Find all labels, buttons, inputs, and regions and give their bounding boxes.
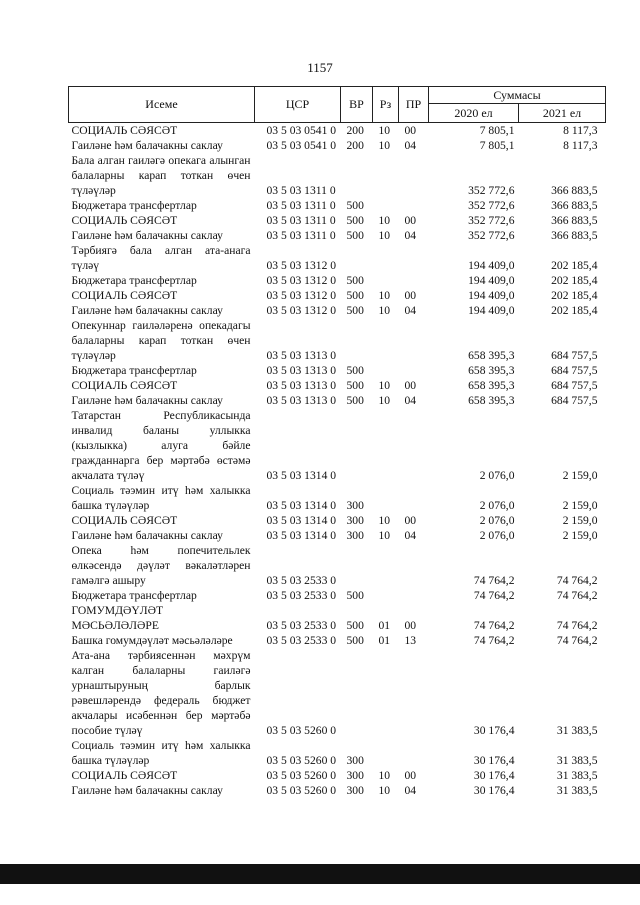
row-pr — [399, 243, 429, 273]
table-row — [69, 123, 606, 139]
row-rz — [373, 273, 399, 288]
row-rz: 10 — [378, 229, 391, 242]
row-pr — [399, 408, 429, 483]
row-vr: 300 — [346, 769, 364, 782]
row-vr — [341, 543, 373, 588]
row-amount-2021: 31 383,5 — [556, 754, 598, 767]
row-rz: 10 — [378, 304, 391, 317]
row-name: Гаиләне һәм балачакны саклау — [71, 139, 223, 152]
row-amount-2021: 366 883,5 — [551, 214, 598, 227]
row-name: Социаль тәэмин итү һәм халыкка башка түләүләр — [71, 739, 251, 767]
row-name: Опека һәм попечительлек өлкәсендә дәүләт вәкаләтләрен гамәлгә ашыру — [71, 544, 251, 587]
row-name: Бюджетара трансфертлар — [71, 199, 197, 212]
row-amount-2020: 7 805,1 — [479, 139, 515, 152]
header-year-2021: 2021 ел — [519, 104, 606, 123]
row-vr — [341, 243, 373, 273]
row-name: Гаиләне һәм балачакны саклау — [71, 529, 223, 542]
row-amount-2020: 7 805,1 — [479, 124, 515, 137]
page-number: 1157 — [307, 60, 333, 75]
table-row — [69, 153, 606, 198]
table-row — [69, 273, 606, 288]
row-amount-2020: 658 395,3 — [468, 394, 515, 407]
row-name: Гаиләне һәм балачакны саклау — [71, 229, 223, 242]
row-name: Башка гомумдәүләт мәсьәләләре — [71, 634, 233, 647]
row-pr: 04 — [404, 394, 417, 407]
table-row — [69, 303, 606, 318]
row-csr: 03 5 03 1314 0 — [266, 469, 337, 482]
scan-bottom-band — [0, 864, 640, 884]
row-pr: 04 — [404, 784, 417, 797]
row-name: СОЦИАЛЬ СӘЯСӘТ — [71, 124, 178, 137]
row-vr: 500 — [346, 364, 364, 377]
row-rz: 10 — [378, 514, 391, 527]
row-vr: 500 — [346, 304, 364, 317]
table-row — [69, 633, 606, 648]
row-vr: 500 — [346, 379, 364, 392]
row-name: Гаиләне һәм балачакны саклау — [71, 304, 223, 317]
row-csr: 03 5 03 1312 0 — [266, 274, 337, 287]
row-rz — [373, 363, 399, 378]
row-rz: 10 — [378, 379, 391, 392]
row-rz: 01 — [378, 634, 391, 647]
row-pr — [399, 738, 429, 768]
table-row — [69, 513, 606, 528]
table-row — [69, 768, 606, 783]
row-amount-2021: 684 757,5 — [551, 379, 598, 392]
header-vr: ВР — [341, 87, 373, 123]
row-name: Бюджетара трансфертлар — [71, 274, 197, 287]
row-csr: 03 5 03 5260 0 — [266, 784, 337, 797]
row-csr: 03 5 03 2533 0 — [266, 619, 337, 632]
row-vr: 500 — [346, 619, 364, 632]
row-rz: 10 — [378, 394, 391, 407]
row-csr: 03 5 03 1313 0 — [266, 364, 337, 377]
row-pr: 00 — [404, 514, 417, 527]
row-rz — [373, 588, 399, 603]
table-row — [69, 363, 606, 378]
row-amount-2020: 658 395,3 — [468, 364, 515, 377]
row-rz: 10 — [378, 124, 391, 137]
row-rz: 10 — [378, 214, 391, 227]
row-amount-2021: 366 883,5 — [551, 184, 598, 197]
table-row — [69, 603, 606, 633]
row-csr: 03 5 03 1314 0 — [266, 529, 337, 542]
row-name: Гаиләне һәм балачакны саклау — [71, 394, 223, 407]
row-pr — [399, 648, 429, 738]
table-row — [69, 318, 606, 363]
row-vr: 500 — [346, 589, 364, 602]
table-row — [69, 528, 606, 543]
header-pr: ПР — [399, 87, 429, 123]
table-row — [69, 393, 606, 408]
row-amount-2020: 2 076,0 — [479, 469, 515, 482]
row-amount-2021: 202 185,4 — [551, 274, 598, 287]
row-amount-2021: 74 764,2 — [556, 589, 598, 602]
row-csr: 03 5 03 1312 0 — [266, 259, 337, 272]
row-amount-2020: 74 764,2 — [473, 619, 515, 632]
row-amount-2021: 2 159,0 — [562, 529, 598, 542]
row-vr: 500 — [346, 394, 364, 407]
row-pr: 13 — [404, 634, 417, 647]
row-name: СОЦИАЛЬ СӘЯСӘТ — [71, 289, 178, 302]
row-amount-2021: 2 159,0 — [562, 499, 598, 512]
row-csr: 03 5 03 0541 0 — [266, 124, 337, 137]
row-pr — [399, 198, 429, 213]
row-pr: 00 — [404, 769, 417, 782]
row-rz: 10 — [378, 784, 391, 797]
row-vr: 200 — [346, 139, 364, 152]
row-pr — [399, 543, 429, 588]
row-name: СОЦИАЛЬ СӘЯСӘТ — [71, 379, 178, 392]
table-row — [69, 378, 606, 393]
row-csr: 03 5 03 1311 0 — [266, 199, 336, 212]
row-rz: 10 — [378, 289, 391, 302]
row-name: Социаль тәэмин итү һәм халыкка башка түләүләр — [71, 484, 251, 512]
row-rz — [373, 318, 399, 363]
row-rz — [373, 483, 399, 513]
row-amount-2020: 2 076,0 — [479, 499, 515, 512]
row-vr — [341, 648, 373, 738]
row-csr: 03 5 03 5260 0 — [266, 754, 337, 767]
row-amount-2021: 366 883,5 — [551, 199, 598, 212]
row-name: Опекуннар гаиләләренә опекадагы балаларны карап тоткан өчен түләүләр — [71, 319, 251, 362]
row-amount-2020: 352 772,6 — [468, 229, 515, 242]
row-vr: 200 — [346, 124, 364, 137]
row-pr — [399, 588, 429, 603]
row-name: СОЦИАЛЬ СӘЯСӘТ — [71, 769, 178, 782]
row-pr: 00 — [404, 379, 417, 392]
row-vr: 300 — [346, 754, 364, 767]
row-amount-2020: 352 772,6 — [468, 184, 515, 197]
row-csr: 03 5 03 1311 0 — [266, 214, 336, 227]
row-name: Гаиләне һәм балачакны саклау — [71, 784, 223, 797]
table-row — [69, 588, 606, 603]
row-amount-2020: 30 176,4 — [473, 769, 515, 782]
row-csr: 03 5 03 2533 0 — [266, 589, 337, 602]
row-name: Ата-ана тәрбиясеннән мәхрүм калган балаларны гаиләгә урнаштыруның барлык рәвешләрендә федераль бюджет акчалары исәбеннән бер мәртәбә пособие түләү — [71, 649, 251, 737]
row-amount-2020: 30 176,4 — [473, 724, 515, 737]
table-row — [69, 138, 606, 153]
row-name: СОЦИАЛЬ СӘЯСӘТ — [71, 514, 178, 527]
table-row — [69, 483, 606, 513]
row-csr: 03 5 03 1313 0 — [266, 379, 337, 392]
row-amount-2020: 2 076,0 — [479, 529, 515, 542]
row-name: СОЦИАЛЬ СӘЯСӘТ — [71, 214, 178, 227]
row-amount-2020: 30 176,4 — [473, 754, 515, 767]
row-vr: 500 — [346, 214, 364, 227]
row-amount-2021: 31 383,5 — [556, 724, 598, 737]
row-rz: 10 — [378, 529, 391, 542]
row-vr — [341, 153, 373, 198]
row-csr: 03 5 03 0541 0 — [266, 139, 337, 152]
row-amount-2021: 684 757,5 — [551, 394, 598, 407]
row-vr: 300 — [346, 784, 364, 797]
table-header — [69, 87, 606, 123]
row-amount-2021: 8 117,3 — [563, 139, 598, 152]
row-csr: 03 5 03 1313 0 — [266, 349, 337, 362]
row-vr: 300 — [346, 514, 364, 527]
row-rz — [373, 408, 399, 483]
row-pr — [399, 318, 429, 363]
row-amount-2020: 74 764,2 — [473, 574, 515, 587]
row-vr: 500 — [346, 229, 364, 242]
row-rz — [373, 153, 399, 198]
header-amounts: Суммасы — [429, 87, 606, 104]
row-amount-2021: 202 185,4 — [551, 304, 598, 317]
row-vr — [341, 408, 373, 483]
row-amount-2021: 202 185,4 — [551, 259, 598, 272]
row-amount-2020: 194 409,0 — [468, 259, 515, 272]
row-amount-2020: 658 395,3 — [468, 349, 515, 362]
table-row — [69, 738, 606, 768]
row-name: Бюджетара трансфертлар — [71, 589, 197, 602]
row-name: Бюджетара трансфертлар — [71, 364, 197, 377]
row-csr: 03 5 03 1311 0 — [266, 229, 336, 242]
row-amount-2020: 2 076,0 — [479, 514, 515, 527]
table-row — [69, 198, 606, 213]
row-csr: 03 5 03 5260 0 — [266, 724, 337, 737]
row-rz — [373, 648, 399, 738]
row-name: Бала алган гаиләгә опекага алынган балаларны карап тоткан өчен түләүләр — [71, 154, 251, 197]
row-pr — [399, 483, 429, 513]
table-row — [69, 228, 606, 243]
row-amount-2020: 194 409,0 — [468, 304, 515, 317]
table-row — [69, 213, 606, 228]
row-vr: 500 — [346, 289, 364, 302]
budget-table — [68, 86, 606, 798]
row-pr: 00 — [404, 289, 417, 302]
row-amount-2020: 74 764,2 — [473, 634, 515, 647]
row-csr: 03 5 03 1314 0 — [266, 514, 337, 527]
row-amount-2020: 194 409,0 — [468, 274, 515, 287]
table-row — [69, 243, 606, 273]
row-amount-2021: 202 185,4 — [551, 289, 598, 302]
row-amount-2021: 31 383,5 — [556, 784, 598, 797]
row-amount-2020: 658 395,3 — [468, 379, 515, 392]
row-name: Тәрбиягә бала алган ата-анага түләү — [71, 244, 251, 272]
row-name: Татарстан Республикасында инвалид баланы уллыкка (кызлыкка) алуга бәйле гражданнарга бер мәртәбә өстәмә акчалата түләү — [71, 409, 251, 482]
row-vr: 300 — [346, 499, 364, 512]
row-rz — [373, 738, 399, 768]
row-amount-2021: 2 159,0 — [562, 514, 598, 527]
row-pr — [399, 273, 429, 288]
header-year-2020: 2020 ел — [429, 104, 519, 123]
table-row — [69, 783, 606, 798]
row-rz — [373, 198, 399, 213]
row-csr: 03 5 03 1312 0 — [266, 304, 337, 317]
row-pr: 00 — [404, 124, 417, 137]
row-amount-2021: 74 764,2 — [556, 619, 598, 632]
row-amount-2020: 352 772,6 — [468, 199, 515, 212]
row-pr: 00 — [404, 214, 417, 227]
row-vr: 500 — [346, 199, 364, 212]
header-csr: ЦСР — [255, 87, 341, 123]
row-vr: 500 — [346, 274, 364, 287]
header-name: Исеме — [69, 87, 255, 123]
row-pr: 04 — [404, 139, 417, 152]
table-row — [69, 648, 606, 738]
row-amount-2021: 366 883,5 — [551, 229, 598, 242]
row-amount-2021: 74 764,2 — [556, 574, 598, 587]
row-rz — [373, 543, 399, 588]
row-csr: 03 5 03 2533 0 — [266, 574, 337, 587]
row-csr: 03 5 03 1314 0 — [266, 499, 337, 512]
row-vr: 500 — [346, 634, 364, 647]
row-rz: 10 — [378, 769, 391, 782]
row-name: ГОМУМДӘҮЛӘТ МӘСЬӘЛӘЛӘРЕ — [71, 604, 164, 632]
table-row — [69, 543, 606, 588]
row-pr: 00 — [404, 619, 417, 632]
table-row — [69, 408, 606, 483]
table-row — [69, 288, 606, 303]
row-csr: 03 5 03 1311 0 — [266, 184, 336, 197]
row-amount-2021: 8 117,3 — [563, 124, 598, 137]
row-amount-2020: 194 409,0 — [468, 289, 515, 302]
table-body — [69, 123, 606, 799]
header-rz: Рз — [373, 87, 399, 123]
row-pr — [399, 153, 429, 198]
row-amount-2021: 74 764,2 — [556, 634, 598, 647]
row-amount-2020: 74 764,2 — [473, 589, 515, 602]
row-rz: 01 — [378, 619, 391, 632]
row-amount-2021: 2 159,0 — [562, 469, 598, 482]
row-csr: 03 5 03 1312 0 — [266, 289, 337, 302]
row-rz — [373, 243, 399, 273]
row-amount-2021: 684 757,5 — [551, 364, 598, 377]
row-csr: 03 5 03 5260 0 — [266, 769, 337, 782]
row-amount-2021: 684 757,5 — [551, 349, 598, 362]
row-csr: 03 5 03 1313 0 — [266, 394, 337, 407]
row-pr: 04 — [404, 529, 417, 542]
row-amount-2021: 31 383,5 — [556, 769, 598, 782]
row-amount-2020: 30 176,4 — [473, 784, 515, 797]
row-vr: 300 — [346, 529, 364, 542]
row-amount-2020: 352 772,6 — [468, 214, 515, 227]
row-csr: 03 5 03 2533 0 — [266, 634, 337, 647]
row-pr — [399, 363, 429, 378]
row-vr — [341, 318, 373, 363]
row-rz: 10 — [378, 139, 391, 152]
row-pr: 04 — [404, 229, 417, 242]
row-pr: 04 — [404, 304, 417, 317]
